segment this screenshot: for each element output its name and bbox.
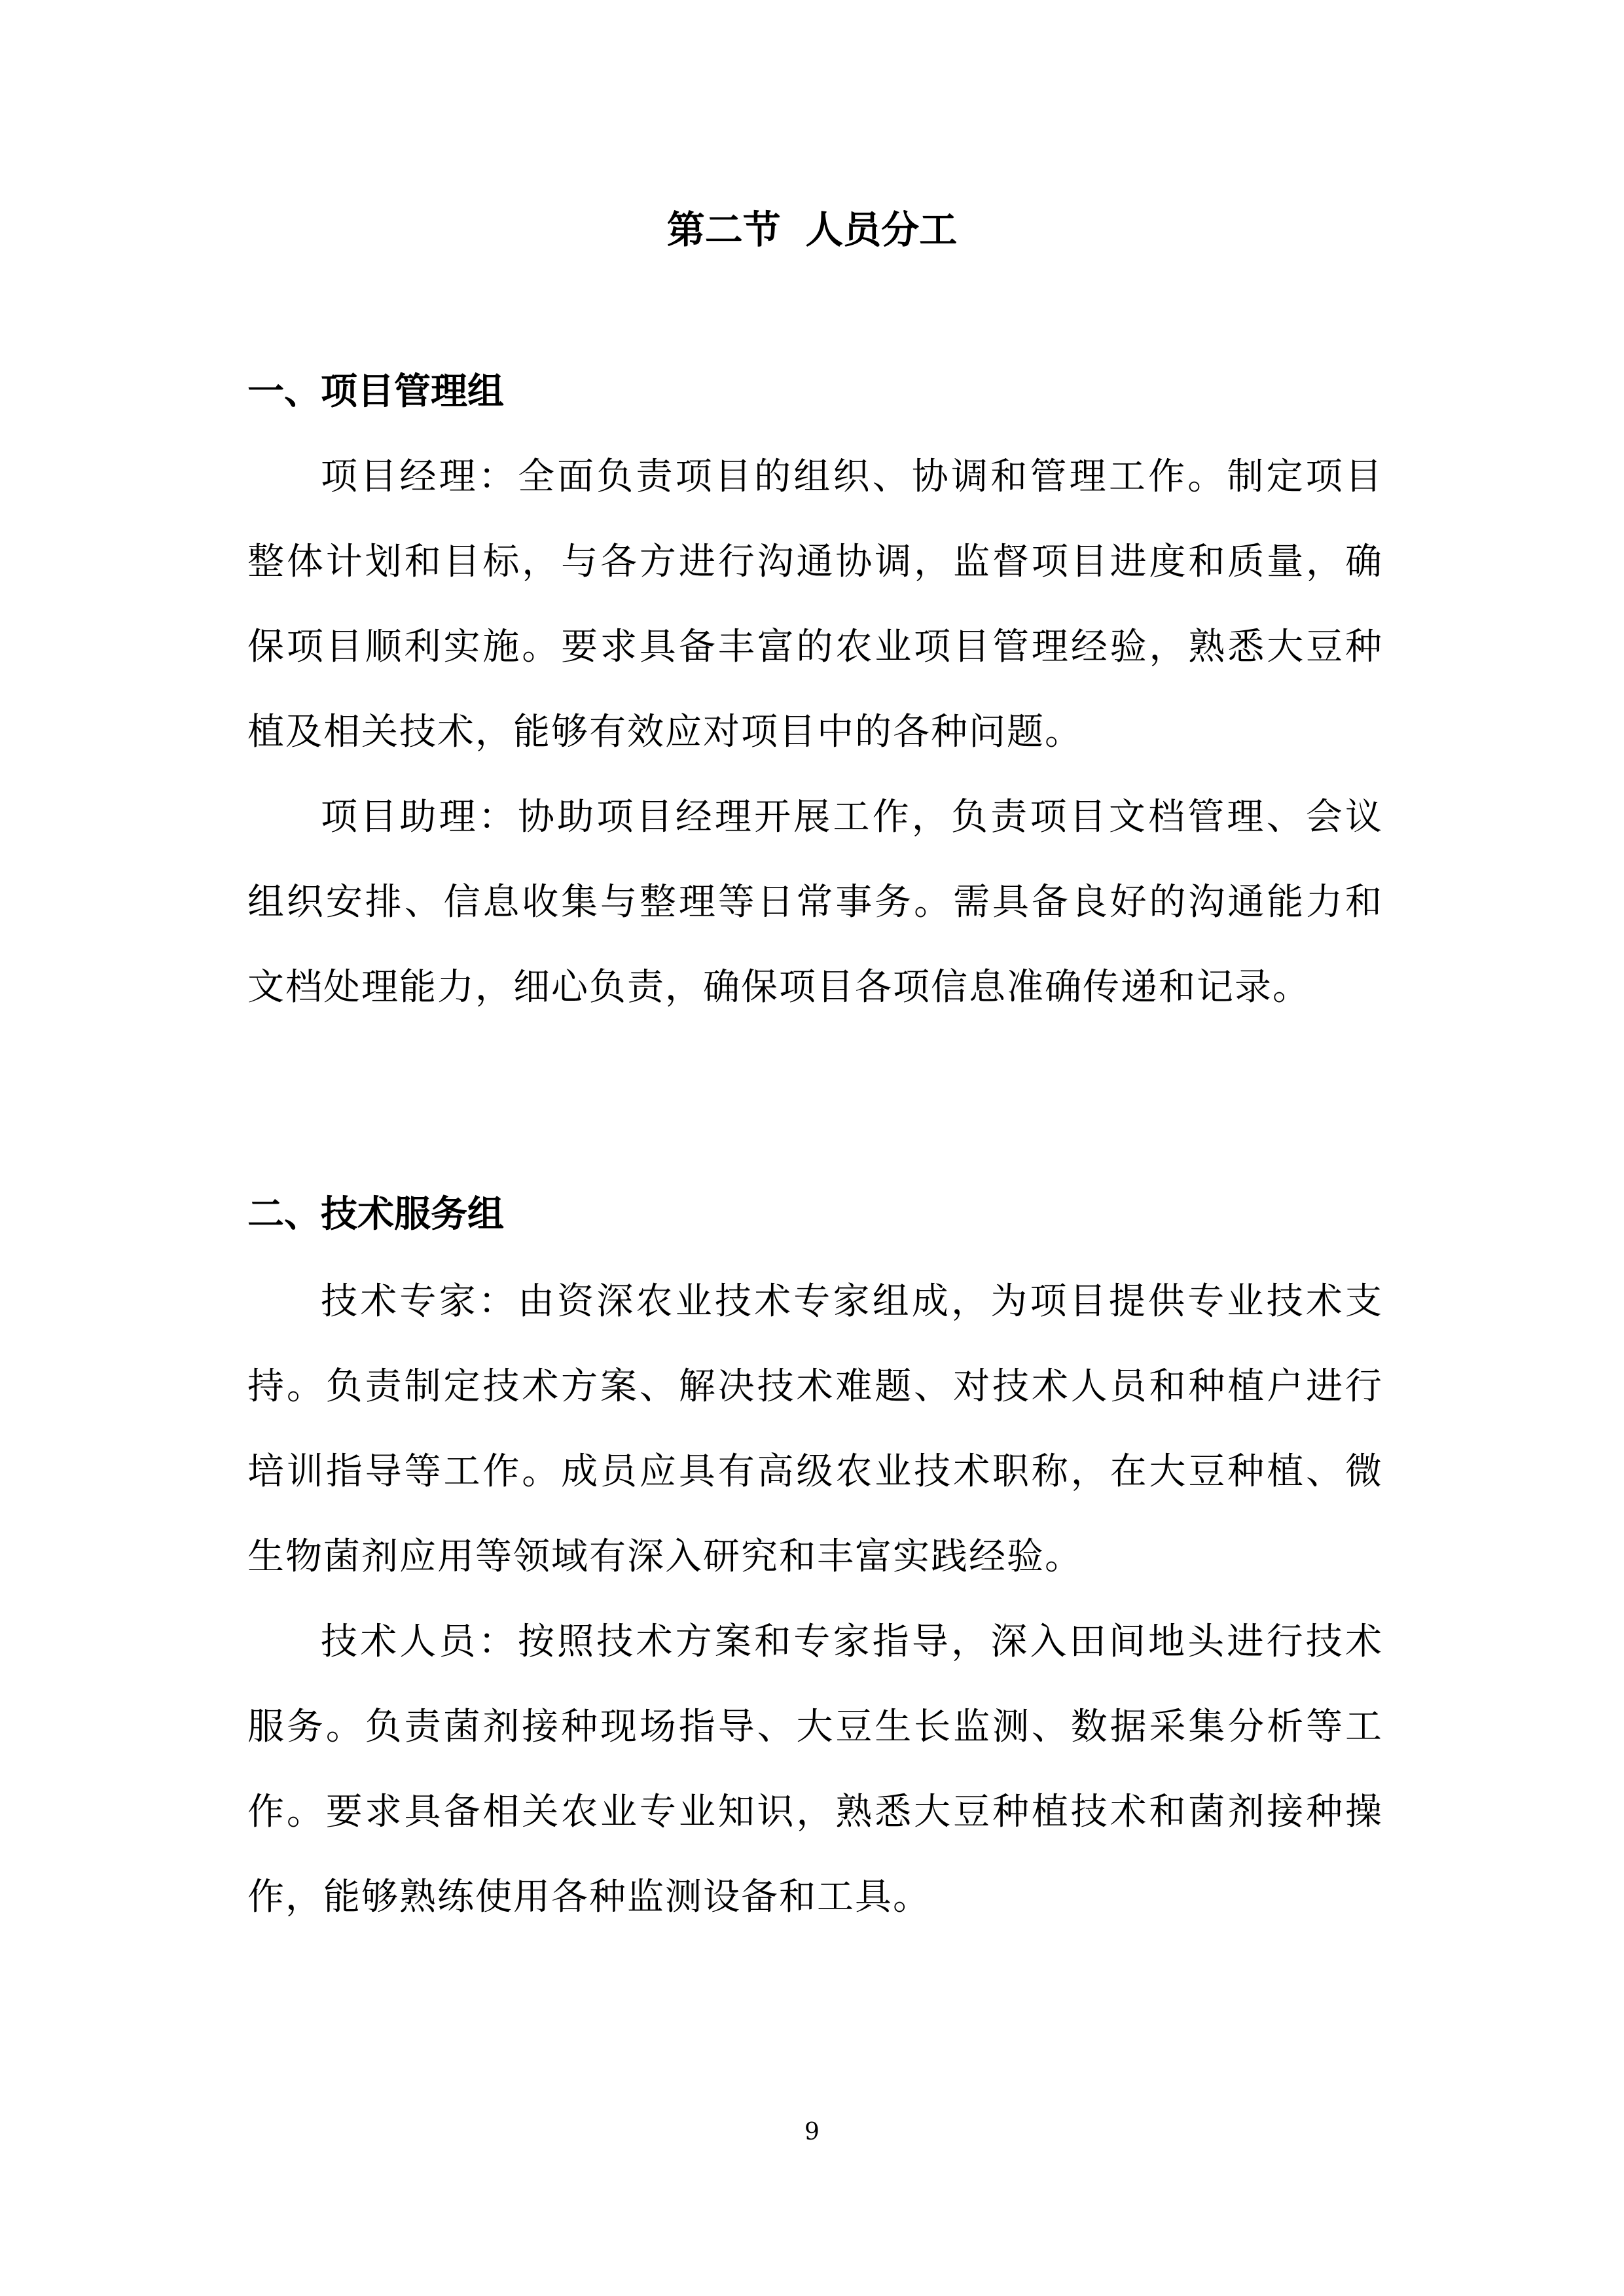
page-number: 9 <box>804 2119 820 2145</box>
paragraph-project-assistant: 项目助理：协助项目经理开展工作，负责项目文档管理、会议组织安排、信息收集与整理等日常事务。需具备良好的沟通能力和文档处理能力，细心负责，确保项目各项信息准确传递和记录。 <box>247 796 1383 1009</box>
paragraph-project-manager: 项目经理：全面负责项目的组织、协调和管理工作。制定项目整体计划和目标，与各方进行沟通协调，监督项目进度和质量，确保项目顺利实施。要求具备丰富的农业项目管理经验，熟悉大豆种植及相关技术，能够有效应对项目中的各种问题。 <box>247 456 1383 753</box>
section-heading-project-management: 一、项目管理组 <box>247 370 504 413</box>
section-heading-technical-service: 二、技术服务组 <box>247 1193 504 1236</box>
paragraph-technical-experts: 技术专家：由资深农业技术专家组成，为项目提供专业技术支持。负责制定技术方案、解决技术难题、对技术人员和种植户进行培训指导等工作。成员应具有高级农业技术职称，在大豆种植、微生物菌剂应用等领域有深入研究和丰富实践经验。 <box>247 1280 1383 1578</box>
page-title: 第二节 人员分工 <box>666 207 958 252</box>
paragraph-technical-staff: 技术人员：按照技术方案和专家指导，深入田间地头进行技术服务。负责菌剂接种现场指导、大豆生长监测、数据采集分析等工作。要求具备相关农业专业知识，熟悉大豆种植技术和菌剂接种操作，能够熟练使用各种监测设备和工具。 <box>247 1621 1383 1918</box>
